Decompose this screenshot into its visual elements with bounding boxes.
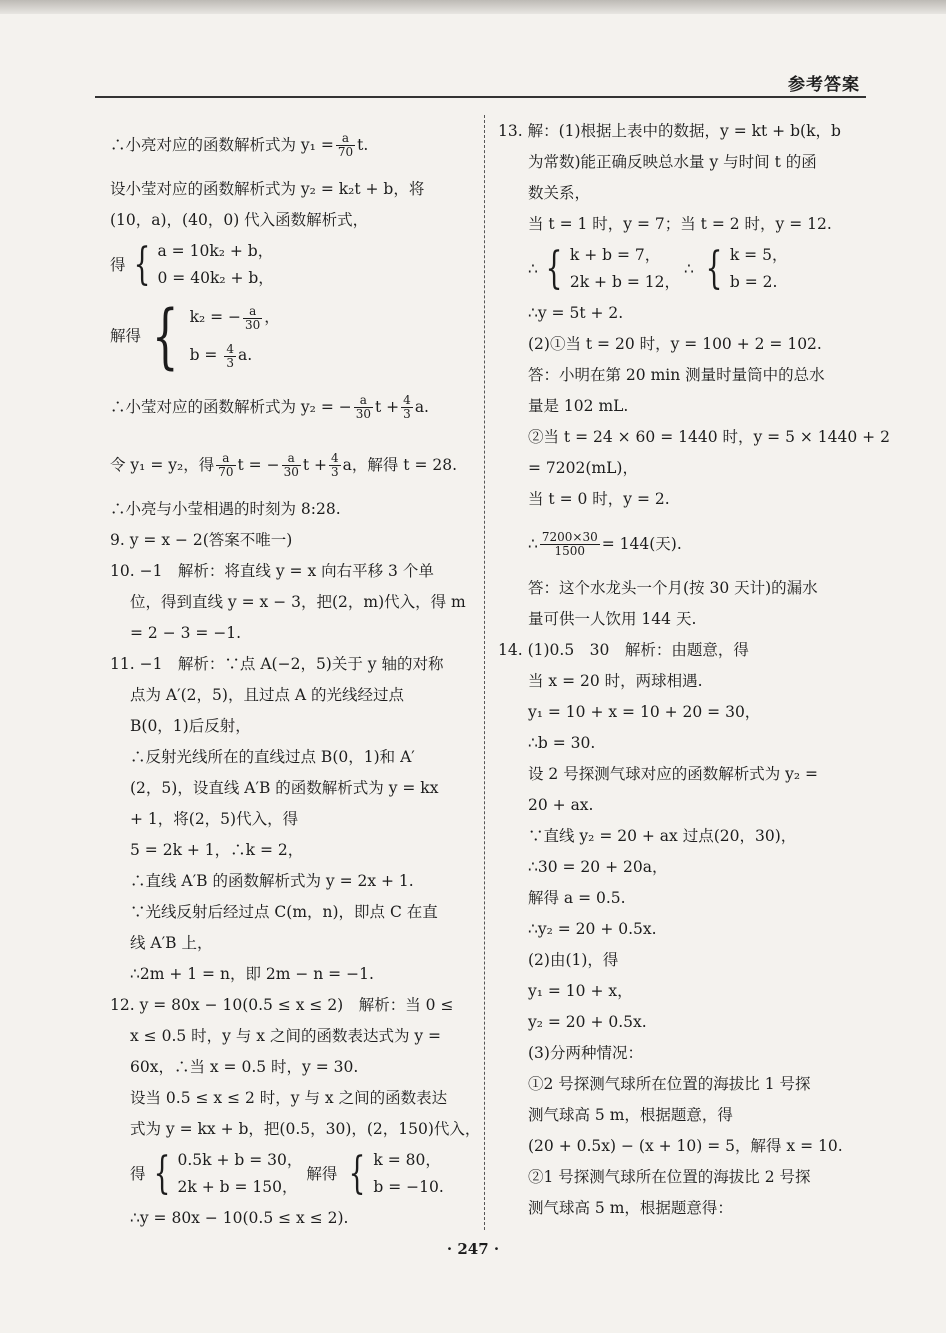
text-line: ②1 号探测气球所在位置的海拔比 2 号探 bbox=[528, 1168, 811, 1186]
text-line: ∴小亮与小莹相遇的时刻为 8:28. bbox=[110, 500, 341, 518]
text-line: 60x，∴当 x = 0.5 时，y = 30. bbox=[130, 1058, 359, 1076]
page-title: 参考答案 bbox=[788, 75, 860, 95]
text-line: 14. (1)0.5 30 解析：由题意，得 bbox=[498, 641, 749, 659]
text-line: 设 2 号探测气球对应的函数解析式为 y₂ = bbox=[528, 765, 819, 783]
text-line: (2，5)，设直线 A′B 的函数解析式为 y = kx bbox=[130, 779, 439, 797]
text-line: x ≤ 0.5 时，y 与 x 之间的函数表达式为 y = bbox=[130, 1027, 442, 1045]
text-line: 5 = 2k + 1，∴k = 2， bbox=[130, 841, 304, 859]
text-line: 设小莹对应的函数解析式为 y₂ = k₂t + b，将 bbox=[110, 180, 425, 198]
text-line: ∵直线 y₂ = 20 + ax 过点(20，30)， bbox=[528, 827, 797, 845]
text-line: (2)①当 t = 20 时，y = 100 + 2 = 102. bbox=[528, 335, 822, 353]
text-line: 13. 解：(1)根据上表中的数据，y = kt + b(k，b bbox=[498, 122, 841, 140]
text-line: ∴y₂ = 20 + 0.5x. bbox=[528, 920, 657, 938]
text-line: ∴ $\frac{7200\times 30}{1500}$ = 144(天). bbox=[528, 529, 682, 558]
text-line: + 1，将(2，5)代入，得 bbox=[130, 810, 299, 828]
text-line: ∴反射光线所在的直线过点 B(0，1)和 A′ bbox=[130, 748, 415, 766]
text-line: ②当 t = 24 × 60 = 1440 时，y = 5 × 1440 + 2 bbox=[528, 428, 890, 446]
equation-system: 解得 { k₂ = − $\frac{a}{30}$ ， b = $\frac{4}{3}$ a. bbox=[110, 295, 280, 377]
header-rule bbox=[95, 96, 866, 98]
text-line: y₂ = 20 + 0.5x. bbox=[528, 1013, 647, 1031]
text-line: 10. −1 解析：将直线 y = x 向右平移 3 个单 bbox=[110, 562, 434, 580]
text-line: ∴直线 A′B 的函数解析式为 y = 2x + 1. bbox=[130, 872, 414, 890]
text-line: 解得 a = 0.5. bbox=[528, 889, 626, 907]
left-column bbox=[110, 116, 481, 1234]
text-line: 当 t = 0 时，y = 2. bbox=[528, 490, 670, 508]
equation-system: 得 { 0.5k + b = 30， 2k + b = 150， 解得 { k = 80， b = −10. bbox=[130, 1148, 444, 1199]
text-line: 量可供一人饮用 144 天. bbox=[528, 610, 697, 628]
text-line: ∴小亮对应的函数解析式为 y₁ = $\frac{a}{70}$ t. bbox=[110, 130, 369, 159]
text-line: ∵光线反射后经过点 C(m，n)，即点 C 在直 bbox=[130, 903, 438, 921]
text-line: 为常数)能正确反映总水量 y 与时间 t 的函 bbox=[528, 153, 817, 171]
equation-system: 得 { a = 10k₂ + b， 0 = 40k₂ + b， bbox=[110, 239, 274, 290]
text-line: ∴30 = 20 + 20a， bbox=[528, 858, 668, 876]
text-line: 9. y = x − 2(答案不唯一) bbox=[110, 531, 293, 549]
text-line: (10，a)，(40，0) 代入函数解析式， bbox=[110, 211, 369, 229]
text-line: (2)由(1)，得 bbox=[528, 951, 619, 969]
scan-top-edge bbox=[0, 0, 946, 14]
text-line: y₁ = 10 + x = 10 + 20 = 30， bbox=[528, 703, 761, 721]
text-line: 12. y = 80x − 10(0.5 ≤ x ≤ 2) 解析：当 0 ≤ bbox=[110, 996, 454, 1014]
text-line: 11. −1 解析：∵点 A(−2，5)关于 y 轴的对称 bbox=[110, 655, 444, 673]
text-line: 测气球高 5 m，根据题意，得 bbox=[528, 1106, 733, 1124]
text-line: ①2 号探测气球所在位置的海拔比 1 号探 bbox=[528, 1075, 811, 1093]
text-line: = 7202(mL)， bbox=[528, 459, 638, 477]
text-line: 答：这个水龙头一个月(按 30 天计)的漏水 bbox=[528, 579, 818, 597]
text-line: 20 + ax. bbox=[528, 796, 594, 814]
text-line: ∴y = 80x − 10(0.5 ≤ x ≤ 2). bbox=[130, 1209, 349, 1227]
text-line: 点为 A′(2，5)，且过点 A 的光线经过点 bbox=[130, 686, 405, 704]
text-line: 线 A′B 上， bbox=[130, 934, 213, 952]
page-number: · 247 · bbox=[446, 1240, 500, 1258]
text-line: ∴小莹对应的函数解析式为 y₂ = − $\frac{a}{30}$ t + $\frac{4}{3}$ a. bbox=[110, 392, 429, 421]
text-line: 令 y₁ = y₂，得 $\frac{a}{70}$ t = − $\frac{a}{30}$ t + $\frac{4}{3}$ a，解得 t = 28. bbox=[110, 450, 458, 479]
text-line: 位，得到直线 y = x − 3，把(2，m)代入，得 m bbox=[130, 593, 466, 611]
text-line: B(0，1)后反射， bbox=[130, 717, 251, 735]
text-line: 设当 0.5 ≤ x ≤ 2 时，y 与 x 之间的函数表达 bbox=[130, 1089, 448, 1107]
column-divider bbox=[484, 115, 485, 1230]
text-line: y₁ = 10 + x， bbox=[528, 982, 633, 1000]
text-line: 当 t = 1 时，y = 7；当 t = 2 时，y = 12. bbox=[528, 215, 832, 233]
text-line: 答：小明在第 20 min 测量时量筒中的总水 bbox=[528, 366, 825, 384]
fraction: $\frac{a}{70}$ bbox=[337, 130, 354, 159]
text-line: 量是 102 mL. bbox=[528, 397, 629, 415]
text-line: 式为 y = kx + b，把(0.5，30)，(2，150)代入， bbox=[130, 1120, 481, 1138]
text-line: 测气球高 5 m，根据题意得： bbox=[528, 1199, 733, 1217]
text-line: (20 + 0.5x) − (x + 10) = 5，解得 x = 10. bbox=[528, 1137, 843, 1155]
text-line: 数关系， bbox=[528, 184, 591, 202]
text-line: ∴2m + 1 = n，即 2m − n = −1. bbox=[130, 965, 374, 983]
right-column bbox=[498, 116, 890, 1224]
equation-system: ∴ { k + b = 7， 2k + b = 12， ∴ { k = 5， b = 2. bbox=[528, 243, 788, 294]
text-line: (3)分两种情况： bbox=[528, 1044, 643, 1062]
text-line: ∴y = 5t + 2. bbox=[528, 304, 624, 322]
text-line: ∴b = 30. bbox=[528, 734, 596, 752]
text-line: = 2 − 3 = −1. bbox=[130, 624, 242, 642]
text-line: 当 x = 20 时，两球相遇. bbox=[528, 672, 703, 690]
